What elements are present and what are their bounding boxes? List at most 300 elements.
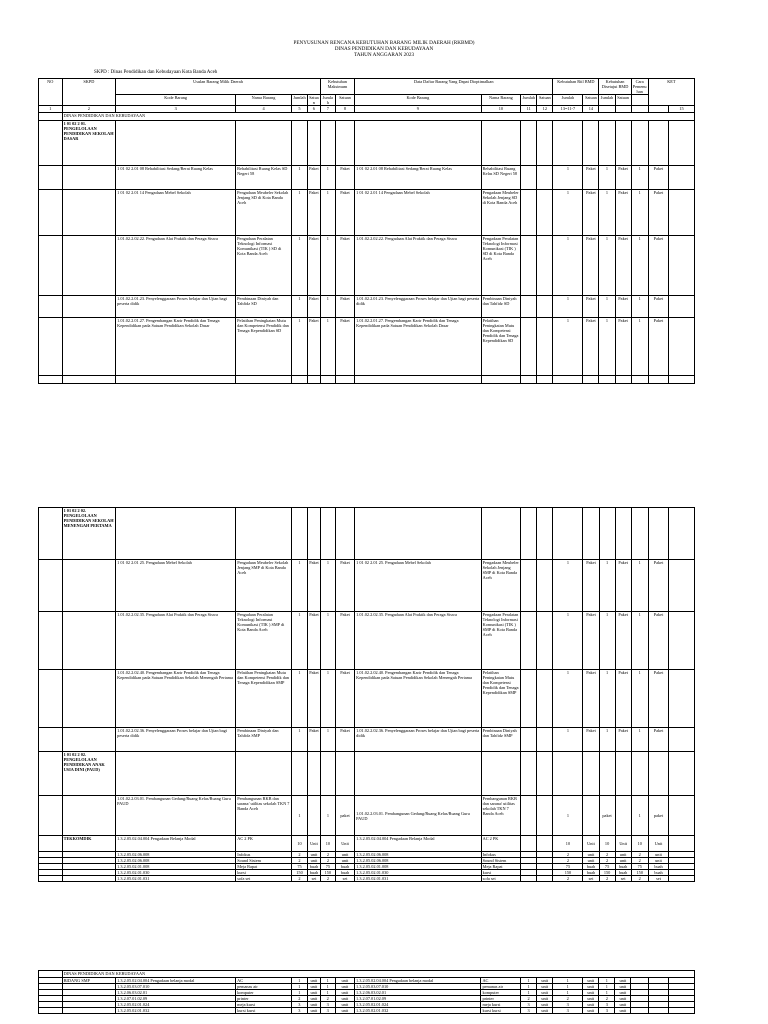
kode-barang: 1.3.2.05.02.06.008 xyxy=(116,852,236,858)
jumlah: 1 xyxy=(599,296,615,318)
jumlah: 150 xyxy=(553,870,583,876)
col-jumlah: Jumlah xyxy=(291,95,307,106)
kode-barang-2: 1.01.02.2.03.01. Pembangunan Gedung/Ruang Kelas/Ruang Guru PAUD xyxy=(355,796,481,836)
nama-barang: Pengadaan Peralatan Teknologi Informasi Komunikasi (TIK ) SMP di Kota Banda Aceh xyxy=(236,612,292,670)
jumlah: 1 xyxy=(631,190,648,236)
nama-barang-2: printer xyxy=(481,996,521,1002)
program-row xyxy=(39,121,695,166)
jumlah: 1 xyxy=(553,166,583,190)
satuan: unit xyxy=(537,990,553,996)
kode-barang: 1.3.2.05.02.01.008 xyxy=(116,864,236,870)
nama-barang: Rehabilitasi Ruang Kelas SD Negeri 58 xyxy=(236,166,292,190)
col-jumlah-e: Jumlah xyxy=(599,95,615,106)
doc-subtitle: DINAS PENDIDIKAN DAN KEBUDAYAAN xyxy=(334,46,434,52)
col-nama-barang: Nama Barang xyxy=(236,95,292,106)
col-cara: Cara Pemenuhan xyxy=(632,79,647,94)
kode-barang-2: 1.3.2.05.02.04.004 Pengadaan Belanja Modal xyxy=(355,836,481,852)
jumlah: 3 xyxy=(291,1008,307,1014)
satuan: Paket xyxy=(615,560,631,612)
skpd-label: SKPD : Dinas Pendidikan dan Kebudayaan Kota Banda Aceh xyxy=(94,70,218,75)
jumlah: 2 xyxy=(320,852,335,858)
satuan: unit xyxy=(615,1008,631,1014)
satuan: Paket xyxy=(648,296,668,318)
col-satuan-e: Satuan xyxy=(615,95,631,106)
jumlah: 1 xyxy=(291,670,307,728)
col-satuan-b: Satuan xyxy=(335,95,354,106)
satuan: unit xyxy=(583,984,599,990)
jumlah: 1 xyxy=(631,166,648,190)
jumlah: 1 xyxy=(320,984,335,990)
satuan: set xyxy=(583,876,599,882)
jumlah: 10 xyxy=(291,836,307,852)
jumlah: 1 xyxy=(553,978,583,984)
table-row xyxy=(39,836,695,852)
jumlah: 1 xyxy=(599,190,615,236)
satuan: Paket xyxy=(648,560,668,612)
satuan: Unit xyxy=(615,836,631,852)
jumlah: 1 xyxy=(599,236,615,296)
col-num: 3 xyxy=(116,106,236,113)
satuan: Paket xyxy=(648,236,668,296)
nama-barang: Pengadaan Meubeler Sekolah Jenjang SMP di Kota Banda Aceh xyxy=(236,560,292,612)
satuan: Unit xyxy=(335,836,354,852)
jumlah: 1 xyxy=(320,796,335,836)
kode-barang-2: 1.3.2.06.03.02.01 xyxy=(355,990,481,996)
jumlah: 1 xyxy=(553,990,583,996)
jumlah: 1 xyxy=(631,318,648,376)
satuan: unit xyxy=(648,858,668,864)
jumlah: 1 xyxy=(599,612,615,670)
satuan: Paket xyxy=(615,318,631,376)
nama-barang: Sound Sistem xyxy=(236,858,292,864)
satuan: Paket xyxy=(307,190,320,236)
col-number-row xyxy=(39,106,695,113)
jumlah: 2 xyxy=(553,876,583,882)
jumlah: 1 xyxy=(631,670,648,728)
satuan: unit xyxy=(335,858,354,864)
dept-label: DINAS PENDIDIKAN DAN KEBUDAYAAN xyxy=(62,113,694,121)
satuan: Paket xyxy=(307,166,320,190)
jumlah: 1 xyxy=(320,318,335,376)
dept-row xyxy=(39,971,695,978)
satuan: Paket xyxy=(615,728,631,752)
jumlah: 1 xyxy=(631,728,648,752)
satuan: Paket xyxy=(308,728,321,752)
nama-barang-2: AC 2 PK xyxy=(481,836,521,852)
jumlah: 1 xyxy=(320,560,335,612)
nama-barang: Pengadaan Peralatan Teknologi Informasi Komunikasi (TIK ) SD di Kota Banda Aceh xyxy=(236,236,292,296)
kode-barang: 1 01 02 2.01 14 Pengadaan Mebel Sekolah xyxy=(116,190,236,236)
nama-barang: kursi kursi xyxy=(236,1008,292,1014)
jumlah: 1 xyxy=(553,728,583,752)
satuan: Paket xyxy=(648,670,668,728)
col-no: NO xyxy=(39,79,63,106)
satuan: buah xyxy=(615,864,631,870)
satuan: Paket xyxy=(335,318,354,376)
nama-barang: Infokus xyxy=(236,852,292,858)
satuan: Paket xyxy=(583,670,599,728)
nama-barang-2: AC xyxy=(481,978,521,984)
kode-barang: 1 01 02 2.01 08 Rehabilitasi Sedang/Berat Ruang Kelas xyxy=(116,166,236,190)
kode-barang: 1.01.02.2.02.35. Pengadaan Alat Praktik dan Peraga Siswa xyxy=(116,612,236,670)
jumlah: 75 xyxy=(553,864,583,870)
col-jumlah-b: Jumlah xyxy=(320,95,335,106)
jumlah: 2 xyxy=(553,858,583,864)
jumlah: 75 xyxy=(320,864,335,870)
nama-barang-2: kursi xyxy=(481,870,521,876)
jumlah: 3 xyxy=(320,1002,335,1008)
nama-barang: komputer xyxy=(236,990,292,996)
jumlah: 75 xyxy=(599,864,615,870)
satuan: Paket xyxy=(615,296,631,318)
jumlah: 1 xyxy=(631,612,648,670)
jumlah: 1 xyxy=(320,236,335,296)
jumlah: 3 xyxy=(599,1008,615,1014)
jumlah: 1 xyxy=(631,560,648,612)
jumlah: 2 xyxy=(320,876,335,882)
satuan: Paket xyxy=(615,236,631,296)
jumlah: 2 xyxy=(631,858,648,864)
kode-barang-2: 1 01 02 2.01 25. Pengadaan Mebel Sekolah xyxy=(355,560,481,612)
jumlah: 3 xyxy=(599,1002,615,1008)
nama-barang-2: Pengadaan Peralatan Teknologi Informasi Komunikasi (TIK ) SMP di Kota Banda Aceh xyxy=(481,612,521,670)
jumlah: 1 xyxy=(320,670,335,728)
kode-barang: 1.01.02.2.02.22. Pengadaan Alat Praktik dan Peraga Siswa xyxy=(116,236,236,296)
col-num: 1 xyxy=(39,106,63,113)
jumlah: 150 xyxy=(291,870,307,876)
satuan: unit xyxy=(615,990,631,996)
nama-barang: kursi xyxy=(236,870,292,876)
satuan: unit xyxy=(335,978,354,984)
jumlah: 1 xyxy=(599,318,615,376)
jumlah: 1 xyxy=(320,296,335,318)
kode-barang-2: 1.01.02.2.01.27. Pengembangan Karir Pendidik dan Tenaga Kependidikan pada Satuan Pendidikan Sekolah Dasar xyxy=(355,318,481,376)
satuan: buah xyxy=(308,870,321,876)
satuan: Paket xyxy=(335,296,354,318)
satuan: Paket xyxy=(648,728,668,752)
satuan: Paket xyxy=(335,236,354,296)
table-row xyxy=(39,728,695,752)
satuan: Paket xyxy=(583,190,599,236)
nama-barang-2: Pelatihan Peningkatan Mutu dan Kompetensi Pendidik dan Tenaga Kependidikan SMP xyxy=(481,670,521,728)
col-jumlah-d: Jumlah xyxy=(553,95,583,106)
nama-barang: meja kursi xyxy=(236,1002,292,1008)
satuan: unit xyxy=(583,1002,599,1008)
dept-label: DINAS PENDIDIKAN DAN KEBUDAYAAN xyxy=(62,971,694,978)
jumlah: 1 xyxy=(599,984,615,990)
satuan: set xyxy=(308,876,321,882)
kode-barang-2: 1.3.2.07.01.02.09 xyxy=(355,996,481,1002)
satuan: set xyxy=(648,876,668,882)
col-num: 12 xyxy=(537,106,553,113)
satuan: Paket xyxy=(648,612,668,670)
jumlah: 1 xyxy=(553,796,583,836)
jumlah: 2 xyxy=(631,852,648,858)
col-kode-barang: Kode Barang xyxy=(116,95,236,106)
jumlah: 1 xyxy=(320,978,335,984)
kode-barang-2: 1.3.2.05.03.07.010 xyxy=(355,984,481,990)
jumlah: 2 xyxy=(599,858,615,864)
kode-barang-2: 1.01.02.2.02.35. Pengadaan Alat Praktik dan Peraga Siswa xyxy=(355,612,481,670)
nama-barang-2: Pembangunan RKB dan sarana/ utilitas sekolah TKN 7 Banda Aceh xyxy=(481,796,521,836)
col-num: 14 xyxy=(583,106,599,113)
kode-barang-2: 1 01 02 2.01 14 Pengadaan Mebel Sekolah xyxy=(355,190,481,236)
jumlah: 1 xyxy=(521,984,537,990)
kode-barang: 1.3.2.06.03.02.01 xyxy=(116,990,236,996)
satuan: Paket xyxy=(335,560,354,612)
col-num: 8 xyxy=(335,106,354,113)
jumlah: 1 xyxy=(553,984,583,990)
nama-barang: Pengadaan Meubeler Sekolah Jenjang SD di Kota Banda Aceh xyxy=(236,190,292,236)
jumlah: 1 xyxy=(320,166,335,190)
jumlah: 1 xyxy=(553,190,583,236)
jumlah: 1 xyxy=(599,560,615,612)
kode-barang: 1.01.02.2.02.40. Pengembangan Karir Pendidik dan Tenaga Kependidikan pada Satuan Pendidikan Sekolah Menengah Pertama xyxy=(116,670,236,728)
satuan: unit xyxy=(583,996,599,1002)
satuan: paket xyxy=(599,796,615,836)
col-satuan-d: Satuan xyxy=(583,95,599,106)
nama-barang-2: Meja Rapat xyxy=(481,864,521,870)
satuan: unit xyxy=(308,852,321,858)
jumlah: 150 xyxy=(599,870,615,876)
jumlah: 1 xyxy=(631,236,648,296)
satuan: unit xyxy=(537,984,553,990)
col-num: 9 xyxy=(355,106,481,113)
satuan: unit xyxy=(537,996,553,1002)
nama-barang-2: Pelatihan Peningkatan Mutu dan Kompetensi Pendidik dan Tenaga Kependidikan SD xyxy=(481,318,521,376)
satuan: unit xyxy=(335,984,354,990)
satuan: unit xyxy=(307,1008,320,1014)
jumlah: 2 xyxy=(320,858,335,864)
kode-barang-2: 1.3.2.05.02.01.008 xyxy=(355,864,481,870)
table-row xyxy=(39,296,695,318)
kode-barang-2: 1.3.2.05.02.01.030 xyxy=(355,870,481,876)
nama-barang-2: Sound Sistem xyxy=(481,858,521,864)
satuan: unit xyxy=(335,996,354,1002)
kode-barang: 1.01.02.2.01.23. Penyelenggaraan Proses belajar dan Ujian bagi peserta didik xyxy=(116,296,236,318)
kode-barang: 1.01.02.2.03.01. Pembangunan Gedung/Ruang Kelas/Ruang Guru PAUD xyxy=(116,796,236,836)
jumlah: 1 xyxy=(291,728,307,752)
kode-barang-2: 1 01 02 2.01 08 Rehabilitasi Sedang/Berat Ruang Kelas xyxy=(355,166,481,190)
jumlah: 2 xyxy=(291,852,307,858)
satuan: unit xyxy=(648,852,668,858)
satuan: Unit xyxy=(648,836,668,852)
jumlah: 1 xyxy=(553,560,583,612)
jumlah: 1 xyxy=(599,670,615,728)
kode-barang: 1.3.2.05.03.07.010 xyxy=(116,984,236,990)
jumlah: 1 xyxy=(599,978,615,984)
satuan: Paket xyxy=(308,560,321,612)
col-num: 13=11-7 xyxy=(553,106,583,113)
nama-barang-2: Pengadaan Peralatan Teknologi Informasi Komunikasi (TIK ) SD di Kota Banda Aceh xyxy=(481,236,521,296)
jumlah: 2 xyxy=(631,876,648,882)
program-label: 1 01 02 2 01. PENGELOLAAN PENDIDIKAN SEKOLAH DASAR xyxy=(62,121,116,166)
jumlah: 1 xyxy=(291,166,307,190)
jumlah: 1 xyxy=(291,560,307,612)
satuan: Paket xyxy=(615,166,631,190)
bidang-label: BIDANG SMP xyxy=(62,978,116,984)
satuan: unit xyxy=(307,1002,320,1008)
jumlah: 10 xyxy=(320,836,335,852)
kode-barang-2: 1.3.2.05.02.04.004 Pengadaan belanja modal xyxy=(355,978,481,984)
col-cara-sub xyxy=(631,95,648,106)
jumlah: 1 xyxy=(631,296,648,318)
satuan: Paket xyxy=(308,612,321,670)
col-keb-riil: Kebutuhan Riil BMD xyxy=(553,79,599,95)
satuan: unit xyxy=(583,978,599,984)
col-num: 15 xyxy=(669,106,695,113)
col-jumlah-c: Jumlah xyxy=(521,95,537,106)
program-label: 1 01 02 2 02. PENGELOLAAN PENDIDIKAN SEKOLAH MENENGAH PERTAMA xyxy=(62,508,116,560)
satuan: unit xyxy=(335,990,354,996)
satuan: unit xyxy=(615,858,631,864)
satuan: Paket xyxy=(615,612,631,670)
jumlah: 1 xyxy=(320,728,335,752)
kode-barang-2: 1.3.2.05.02.01.032 xyxy=(355,1008,481,1014)
col-num xyxy=(599,106,615,113)
satuan: unit xyxy=(537,1008,553,1014)
kode-barang-2: 1.3.2.05.02.01.031 xyxy=(355,876,481,882)
kode-barang: 1.01.02.2.02.36. Penyelenggaraan Proses belajar dan Ujian bagi peserta didik xyxy=(116,728,236,752)
satuan: unit xyxy=(615,978,631,984)
kode-barang-2: 1.01.02.2.01.23. Penyelenggaraan Proses belajar dan Ujian bagi peserta didik xyxy=(355,296,481,318)
program-label: 1 01 02 2 02. PENGELOLAAN PENDIDIKAN ANAK USIA DINI (PAUD) xyxy=(62,752,116,796)
jumlah: 1 xyxy=(553,236,583,296)
jumlah: 2 xyxy=(291,858,307,864)
nama-barang: AC xyxy=(236,978,292,984)
nama-barang-2: meja kursi xyxy=(481,1002,521,1008)
satuan: paket xyxy=(648,796,668,836)
satuan: Paket xyxy=(583,612,599,670)
col-keb-disetujui: Kebutuhan Disetujui BMD xyxy=(599,79,631,95)
satuan: set xyxy=(335,876,354,882)
kode-barang: 1.3.2.05.02.01.031 xyxy=(116,876,236,882)
jumlah: 3 xyxy=(553,1002,583,1008)
table-row xyxy=(39,876,695,882)
col-data-daftar: Data Daftar Barang Yang Dapat Dioptimalkan xyxy=(355,79,553,95)
table-row-end xyxy=(39,376,695,384)
kode-barang: 1.3.2.05.02.06.008 xyxy=(116,858,236,864)
table-row xyxy=(39,1008,695,1014)
satuan: Paket xyxy=(335,670,354,728)
satuan: buah xyxy=(583,864,599,870)
jumlah: 1 xyxy=(553,318,583,376)
doc-year: TAHUN ANGGARAN 2023 xyxy=(353,52,415,58)
table-row xyxy=(39,166,695,190)
satuan: Paket xyxy=(307,296,320,318)
satuan: Paket xyxy=(308,670,321,728)
jumlah: 2 xyxy=(599,852,615,858)
satuan: unit xyxy=(307,984,320,990)
col-skpd: SKPD xyxy=(62,79,116,106)
col-kode-barang-2: Kode Barang xyxy=(355,95,481,106)
jumlah: 3 xyxy=(553,1008,583,1014)
satuan: buah xyxy=(648,864,668,870)
jumlah: 1 xyxy=(291,796,307,836)
nama-barang-2: komputer xyxy=(481,990,521,996)
satuan: Unit xyxy=(308,836,321,852)
satuan: Paket xyxy=(583,318,599,376)
kode-barang-2: 1.01.02.2.02.22. Pengadaan Alat Praktik dan Peraga Siswa xyxy=(355,236,481,296)
col-num xyxy=(615,106,631,113)
jumlah: 1 xyxy=(291,296,307,318)
jumlah: 1 xyxy=(291,236,307,296)
nama-barang: Pelatihan Peningkatan Mutu dan Kompetensi Pendidik dan Tenaga Kependidikan SD xyxy=(236,318,292,376)
table-row xyxy=(39,670,695,728)
satuan: paket xyxy=(335,796,354,836)
satuan: Paket xyxy=(335,612,354,670)
kode-barang: 1.3.2.07.01.02.09 xyxy=(116,996,236,1002)
nama-barang-2: pemanas air xyxy=(481,984,521,990)
col-num: 7 xyxy=(320,106,335,113)
satuan: unit xyxy=(615,984,631,990)
jumlah: 1 xyxy=(291,978,307,984)
col-satuan-c: Satuan xyxy=(537,95,553,106)
jumlah: 2 xyxy=(320,996,335,1002)
satuan: unit xyxy=(615,1002,631,1008)
program-row xyxy=(39,508,695,560)
satuan: unit xyxy=(335,852,354,858)
jumlah: 3 xyxy=(320,1008,335,1014)
col-num: 6 xyxy=(307,106,320,113)
satuan: unit xyxy=(308,858,321,864)
nama-barang-2: sofa set xyxy=(481,876,521,882)
kode-barang-2: 1.3.2.05.02.01.024 xyxy=(355,1002,481,1008)
satuan: unit xyxy=(615,852,631,858)
jumlah: 75 xyxy=(631,864,648,870)
satuan: unit xyxy=(307,996,320,1002)
satuan: Paket xyxy=(307,236,320,296)
satuan: buah xyxy=(335,870,354,876)
jumlah: 2 xyxy=(521,996,537,1002)
satuan: buah xyxy=(648,870,668,876)
jumlah: 75 xyxy=(291,864,307,870)
col-ket: KET xyxy=(648,79,694,106)
jumlah: 1 xyxy=(553,670,583,728)
satuan: Paket xyxy=(335,190,354,236)
jumlah: 2 xyxy=(553,852,583,858)
jumlah: 1 xyxy=(631,796,648,836)
jumlah: 1 xyxy=(291,984,307,990)
nama-barang: AC 2 PK xyxy=(236,836,292,852)
table-row xyxy=(39,560,695,612)
satuan: Paket xyxy=(648,190,668,236)
satuan: Paket xyxy=(583,296,599,318)
table-row xyxy=(39,318,695,376)
kode-barang: 1.3.2.05.02.01.024 xyxy=(116,1002,236,1008)
col-num: 4 xyxy=(236,106,292,113)
satuan: Paket xyxy=(335,728,354,752)
satuan: unit xyxy=(615,996,631,1002)
satuan: Paket xyxy=(583,236,599,296)
dept-row xyxy=(39,113,695,121)
jumlah: 1 xyxy=(320,190,335,236)
table-row xyxy=(39,190,695,236)
nama-barang-2: Pengadaan Meubeler Sekolah Jenjang SD di Kota Banda Aceh xyxy=(481,190,521,236)
satuan: Paket xyxy=(335,166,354,190)
jumlah: 1 xyxy=(521,990,537,996)
jumlah: 1 xyxy=(553,612,583,670)
kode-barang: 1 01 02 2.01 25. Pengadaan Mebel Sekolah xyxy=(116,560,236,612)
col-usulan: Usulan Barang Milik Daerah xyxy=(116,79,321,95)
doc-title: PENYUSUNAN RENCANA KEBUTUHAN BARANG MILIK DAERAH (RKBMD) xyxy=(293,40,475,46)
jumlah: 1 xyxy=(320,612,335,670)
satuan: Paket xyxy=(615,670,631,728)
satuan: unit xyxy=(537,1002,553,1008)
col-nama-barang-2: Nama Barang xyxy=(481,95,521,106)
table-row xyxy=(39,236,695,296)
satuan: unit xyxy=(335,1002,354,1008)
